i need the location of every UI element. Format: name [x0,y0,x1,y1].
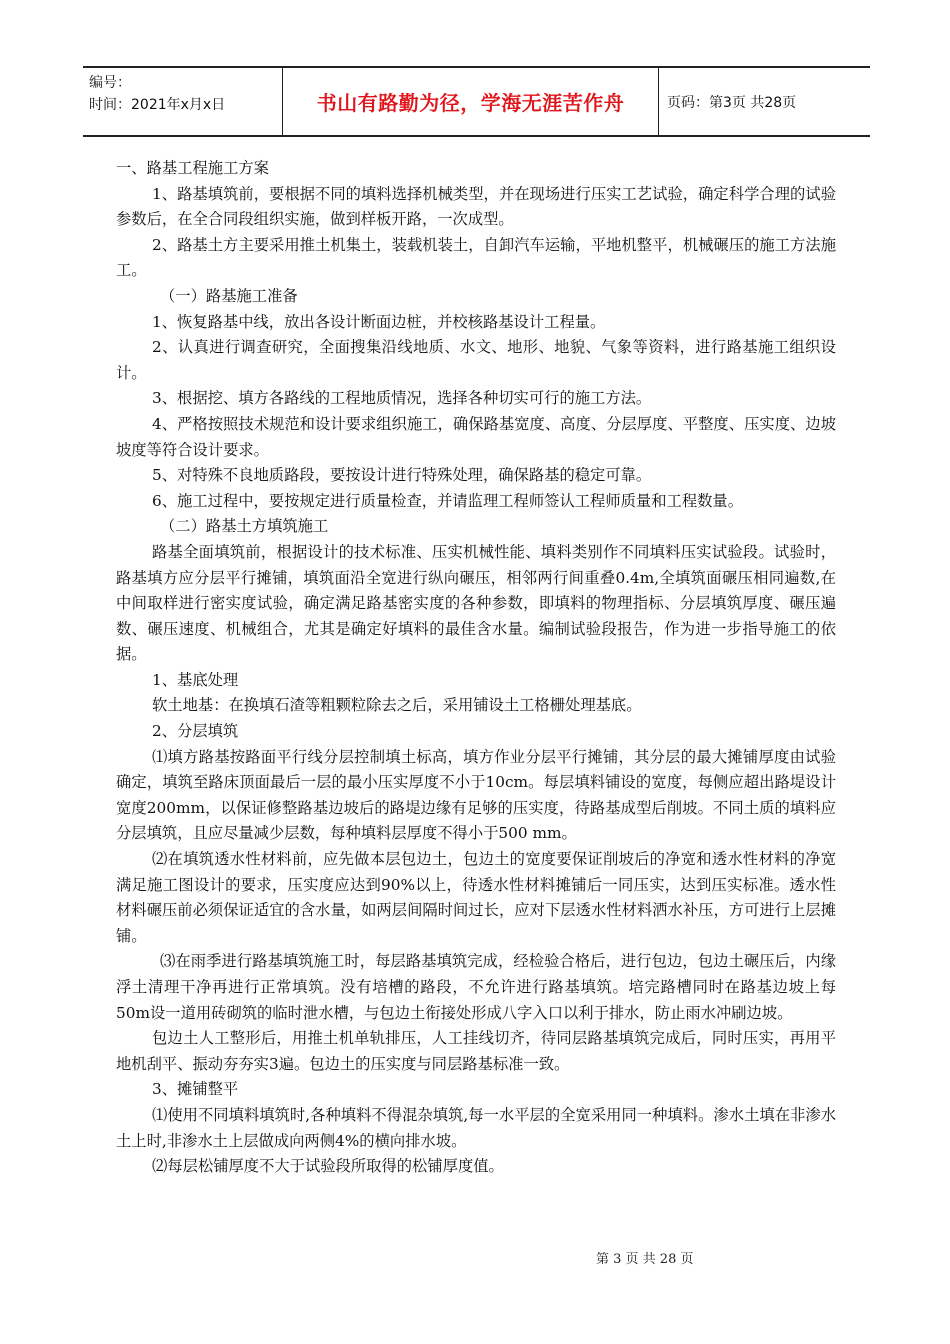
paragraph: 5、对特殊不良地质路段，要按设计进行特殊处理，确保路基的稳定可靠。 [152,466,652,485]
header-meta [83,68,283,135]
header-motto: 书山有路勤为径，学海无涯苦作舟 [283,68,659,135]
paragraph: 1、恢复路基中线，放出各设计断面边桩，并校核路基设计工程量。 [152,312,606,331]
page-footer: 第 3 页 共 28 页 [596,1252,694,1267]
item-heading: 2、分层填筑 [152,722,239,741]
item-heading: 3、摊铺整平 [152,1080,239,1099]
paragraph: 6、施工过程中，要按规定进行质量检查，并请监理工程师签认工程师质量和工程数量。 [152,491,744,510]
section-heading: 一、路基工程施工方案 [116,159,269,177]
item-heading: 1、基底处理 [152,670,239,689]
paragraph: ⑴填方路基按路面平行线分层控制填土标高，填方作业分层平行摊铺，其分层的最大摊铺厚度由试验确定，填筑至路床顶面最后一层的最小压实厚度不小于10cm。每层填料铺设的宽度，每侧应超出路堤设计宽度200mm，以保证修整路基边坡后的路堤边缘有足够的压实度，待路基成型后削坡。不同土质的填料应分层填筑，且应尽量减少层数，每种填料层厚度不得小于500 mm。 [116,747,836,843]
doc-number-label: 编号： [89,75,131,91]
header-page-info: 页码：第3页 共28页 [667,94,797,111]
paragraph: 2、路基土方主要采用推土机集土，装载机装土，自卸汽车运输，平地机整平，机械碾压的施工方法施工。 [116,235,836,280]
paragraph: ⑴使用不同填料填筑时,各种填料不得混杂填筑,每一水平层的全宽采用同一种填料。渗水土填在非渗水土上时,非渗水土上层做成向两侧4%的横向排水坡。 [116,1105,836,1150]
paragraph: 软土地基：在换填石渣等粗颗粒除去之后，采用铺设土工格栅处理基底。 [152,696,642,715]
subsection-heading: （二）路基土方填筑施工 [160,517,329,536]
paragraph: ⑶在雨季进行路基填筑施工时，每层路基填筑完成，经检验合格后，进行包边，包边土碾压后，内缘浮土清理干净再进行正常填筑。没有培槽的路段，不允许进行路基填筑。培完路槽同时在路基边坡上每50m设一道用砖砌筑的临时泄水槽，与包边土衔接处形成八字入口以利于排水，防止雨水冲刷边坡。 [116,952,836,1022]
paragraph: ⑵每层松铺厚度不大于试验段所取得的松铺厚度值。 [152,1157,504,1176]
paragraph: 2、认真进行调查研究，全面搜集沿线地质、水文、地形、地貌、气象等资料，进行路基施工组织设计。 [116,338,836,382]
doc-time-label: 时间：2021年x月x日 [89,97,226,113]
paragraph: ⑵在填筑透水性材料前，应先做本层包边土，包边土的宽度要保证削坡后的净宽和透水性材料的净宽满足施工图设计的要求，压实度应达到90%以上，待透水性材料摊铺后一同压实，达到压实标准。透水性材料碾压前必须保证适宜的含水量，如两层间隔时间过长，应对下层透水性材料洒水补压，方可进行上层摊铺。 [116,850,836,945]
paragraph: 路基全面填筑前，根据设计的技术标准、压实机械性能、填料类别作不同填料压实试验段。试验时，路基填方应分层平行摊铺，填筑面沿全宽进行纵向碾压，相邻两行间重叠0.4m,全填筑面碾压相同遍数,在中间取样进行密实度试验，确定满足路基密实度的各种参数，即填料的物理指标、分层填筑厚度、碾压遍数、碾压速度、机械组合，尤其是确定好填料的最佳含水量。编制试验段报告，作为进一步指导施工的依据。 [116,542,836,664]
paragraph: 4、严格按照技术规范和设计要求组织施工，确保路基宽度、高度、分层厚度、平整度、压实度、边坡坡度等符合设计要求。 [116,414,836,459]
paragraph: 3、根据挖、填方各路线的工程地质情况，选择各种切实可行的施工方法。 [152,389,652,408]
page-header [83,66,870,137]
paragraph: 包边土人工整形后，用推土机单轨排压，人工挂线切齐，待同层路基填筑完成后，同时压实，再用平地机刮平、振动夯夯实3遍。包边土的压实度与同层路基标准一致。 [116,1029,836,1073]
subsection-heading: （一）路基施工准备 [160,286,298,305]
document-body [116,156,836,1180]
paragraph: 1、路基填筑前，要根据不同的填料选择机械类型，并在现场进行压实工艺试验，确定科学合理的试验参数后，在全合同段组织实施，做到样板开路，一次成型。 [116,184,836,229]
